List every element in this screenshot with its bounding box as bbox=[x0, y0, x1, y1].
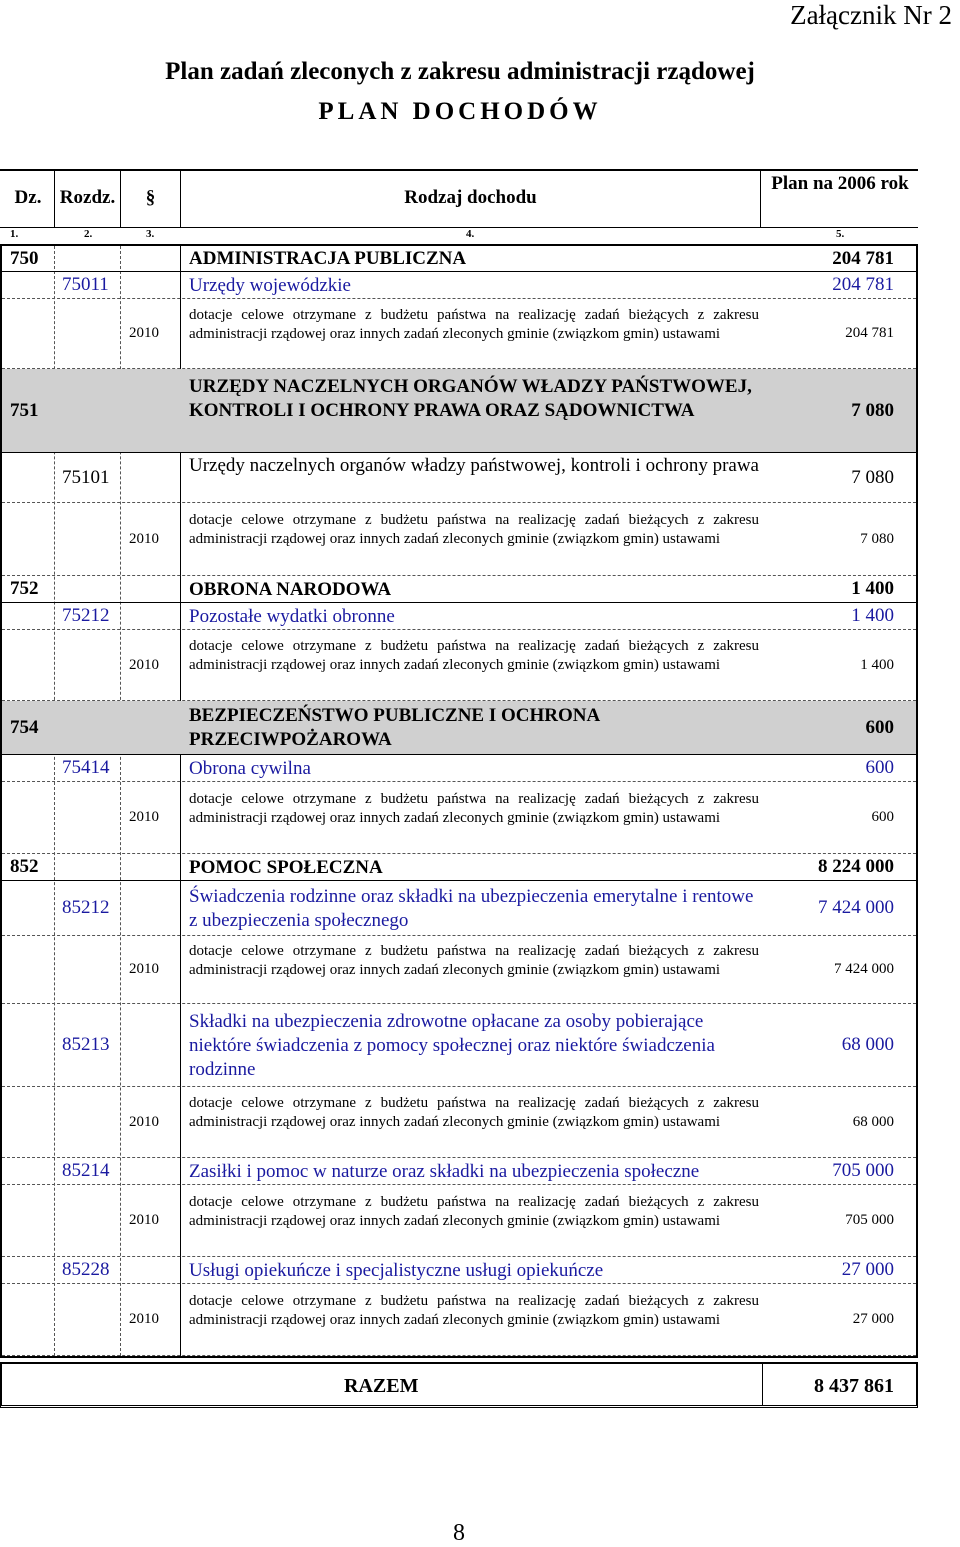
rozdz-code: 85214 bbox=[62, 1160, 110, 1181]
rozdz-code: 85212 bbox=[62, 897, 110, 918]
paragraph-row bbox=[2, 630, 916, 701]
row-value: 27 000 bbox=[841, 1259, 894, 1280]
dz-code: 754 bbox=[10, 717, 39, 738]
column-numbers bbox=[0, 226, 918, 246]
section-row bbox=[2, 246, 916, 272]
par-code: 2010 bbox=[129, 531, 159, 547]
col-number: 2. bbox=[84, 228, 93, 240]
section-row bbox=[2, 854, 916, 881]
row-description: Pozostałe wydatki obronne bbox=[189, 606, 395, 627]
par-code: 2010 bbox=[129, 809, 159, 825]
row-value: 27 000 bbox=[852, 1311, 894, 1327]
dz-code: 751 bbox=[10, 400, 39, 421]
row-description: Urzędy wojewódzkie bbox=[189, 275, 351, 296]
header-dz: Dz. bbox=[14, 186, 42, 208]
page-number: 8 bbox=[453, 1520, 465, 1546]
row-description: POMOC SPOŁECZNA bbox=[189, 857, 383, 878]
header-plan: Plan na 2006 rok bbox=[771, 173, 909, 194]
page-title: Plan zadań zleconych z zakresu administracji rządowej bbox=[165, 58, 755, 85]
chapter-row bbox=[2, 755, 916, 782]
row-description: dotacje celowe otrzymane z budżetu państwa na realizację zadań bieżących z zakresu administracji rządowej oraz innych zadań zleconych gminie (związkom gmin) ustawami bbox=[189, 1293, 759, 1328]
col-number: 1. bbox=[10, 228, 19, 240]
row-value: 705 000 bbox=[845, 1212, 894, 1228]
row-value: 204 781 bbox=[845, 325, 894, 341]
paragraph-row bbox=[2, 503, 916, 576]
section-row bbox=[2, 701, 916, 755]
row-description: BEZPIECZEŃSTWO PUBLICZNE I OCHRONA PRZECIWPOŻAROWA bbox=[189, 705, 600, 750]
row-value: 68 000 bbox=[852, 1114, 894, 1130]
row-description: ADMINISTRACJA PUBLICZNA bbox=[189, 248, 467, 269]
paragraph-row bbox=[2, 1185, 916, 1257]
row-value: 7 080 bbox=[860, 531, 894, 547]
row-value: 1 400 bbox=[851, 578, 894, 599]
col-number: 5. bbox=[836, 228, 845, 240]
row-description: Usługi opiekuńcze i specjalistyczne usługi opiekuńcze bbox=[189, 1260, 604, 1281]
paragraph-row bbox=[2, 936, 916, 1004]
chapter-row bbox=[2, 272, 916, 299]
rozdz-code: 85213 bbox=[62, 1034, 110, 1055]
row-value: 600 bbox=[871, 809, 894, 825]
row-value: 1 400 bbox=[851, 605, 894, 626]
par-code: 2010 bbox=[129, 961, 159, 977]
row-description: dotacje celowe otrzymane z budżetu państwa na realizację zadań bieżących z zakresu administracji rządowej oraz innych zadań zleconych gminie (związkom gmin) ustawami bbox=[189, 943, 759, 978]
row-description: dotacje celowe otrzymane z budżetu państwa na realizację zadań bieżących z zakresu administracji rządowej oraz innych zadań zleconych gminie (związkom gmin) ustawami bbox=[189, 1194, 759, 1229]
header-divider bbox=[760, 169, 761, 228]
row-value: 204 781 bbox=[832, 274, 894, 295]
paragraph-row bbox=[2, 782, 916, 854]
row-description: dotacje celowe otrzymane z budżetu państwa na realizację zadań bieżących z zakresu administracji rządowej oraz innych zadań zleconych gminie (związkom gmin) ustawami bbox=[189, 512, 759, 547]
chapter-row bbox=[2, 881, 916, 936]
rozdz-code: 75212 bbox=[62, 605, 110, 626]
row-description: dotacje celowe otrzymane z budżetu państwa na realizację zadań bieżących z zakresu administracji rządowej oraz innych zadań zleconych gminie (związkom gmin) ustawami bbox=[189, 638, 759, 673]
row-description: Zasiłki i pomoc w naturze oraz składki na ubezpieczenia społeczne bbox=[189, 1161, 700, 1182]
header-rodzaj: Rodzaj dochodu bbox=[404, 186, 537, 208]
total-value: 8 437 861 bbox=[814, 1375, 894, 1397]
row-value: 600 bbox=[865, 757, 894, 778]
row-value: 7 080 bbox=[851, 400, 894, 421]
section-row bbox=[2, 576, 916, 603]
header-par: § bbox=[145, 186, 156, 208]
par-code: 2010 bbox=[129, 1114, 159, 1130]
dz-code: 852 bbox=[10, 856, 39, 877]
col-number: 3. bbox=[146, 228, 155, 240]
row-value: 705 000 bbox=[832, 1160, 894, 1181]
chapter-row bbox=[2, 1004, 916, 1087]
par-code: 2010 bbox=[129, 657, 159, 673]
page-subtitle: PLAN DOCHODÓW bbox=[318, 98, 602, 125]
par-code: 2010 bbox=[129, 1212, 159, 1228]
total-divider bbox=[762, 1364, 763, 1406]
total-label: RAZEM bbox=[344, 1375, 419, 1397]
paragraph-row bbox=[2, 299, 916, 369]
par-code: 2010 bbox=[129, 325, 159, 341]
chapter-row bbox=[2, 453, 916, 503]
row-description: dotacje celowe otrzymane z budżetu państwa na realizację zadań bieżących z zakresu administracji rządowej oraz innych zadań zleconych gminie (związkom gmin) ustawami bbox=[189, 791, 759, 826]
row-description: Obrona cywilna bbox=[189, 758, 311, 779]
rozdz-code: 85228 bbox=[62, 1259, 110, 1280]
chapter-row bbox=[2, 603, 916, 630]
row-value: 8 224 000 bbox=[818, 856, 894, 877]
chapter-row bbox=[2, 1158, 916, 1185]
rozdz-code: 75101 bbox=[62, 467, 110, 488]
paragraph-row bbox=[2, 1284, 916, 1356]
row-value: 1 400 bbox=[860, 657, 894, 673]
section-row bbox=[2, 369, 916, 453]
row-description: URZĘDY NACZELNYCH ORGANÓW WŁADZY PAŃSTWOWEJ, KONTROLI I OCHRONY PRAWA ORAZ SĄDOWNICTWA bbox=[189, 376, 752, 421]
col-number: 4. bbox=[466, 228, 475, 240]
row-value: 7 080 bbox=[851, 467, 894, 488]
row-value: 7 424 000 bbox=[834, 961, 894, 977]
chapter-row bbox=[2, 1257, 916, 1284]
header-rozdz: Rozdz. bbox=[59, 186, 116, 208]
row-description: Świadczenia rodzinne oraz składki na ubezpieczenia emerytalne i rentowe z ubezpieczenia społecznego bbox=[189, 886, 754, 931]
row-description: Składki na ubezpieczenia zdrowotne opłacane za osoby pobierające niektóre świadczenia z pomocy społecznej oraz niektóre świadczenia rodzinne bbox=[189, 1011, 715, 1080]
rozdz-code: 75011 bbox=[62, 274, 109, 295]
total-row bbox=[0, 1362, 918, 1408]
dz-code: 750 bbox=[10, 248, 39, 269]
row-description: dotacje celowe otrzymane z budżetu państwa na realizację zadań bieżących z zakresu administracji rządowej oraz innych zadań zleconych gminie (związkom gmin) ustawami bbox=[189, 1095, 759, 1130]
row-description: dotacje celowe otrzymane z budżetu państwa na realizację zadań bieżących z zakresu administracji rządowej oraz innych zadań zleconych gminie (związkom gmin) ustawami bbox=[189, 307, 759, 342]
row-description: OBRONA NARODOWA bbox=[189, 579, 392, 600]
dz-code: 752 bbox=[10, 578, 39, 599]
rozdz-code: 75414 bbox=[62, 757, 110, 778]
row-value: 204 781 bbox=[832, 248, 894, 269]
row-value: 7 424 000 bbox=[818, 897, 894, 918]
attachment-label: Załącznik Nr 2 bbox=[790, 0, 952, 30]
row-value: 68 000 bbox=[841, 1034, 894, 1055]
paragraph-row bbox=[2, 1087, 916, 1158]
par-code: 2010 bbox=[129, 1311, 159, 1327]
row-value: 600 bbox=[865, 717, 894, 738]
row-description: Urzędy naczelnych organów władzy państwowej, kontroli i ochrony prawa bbox=[189, 455, 759, 476]
